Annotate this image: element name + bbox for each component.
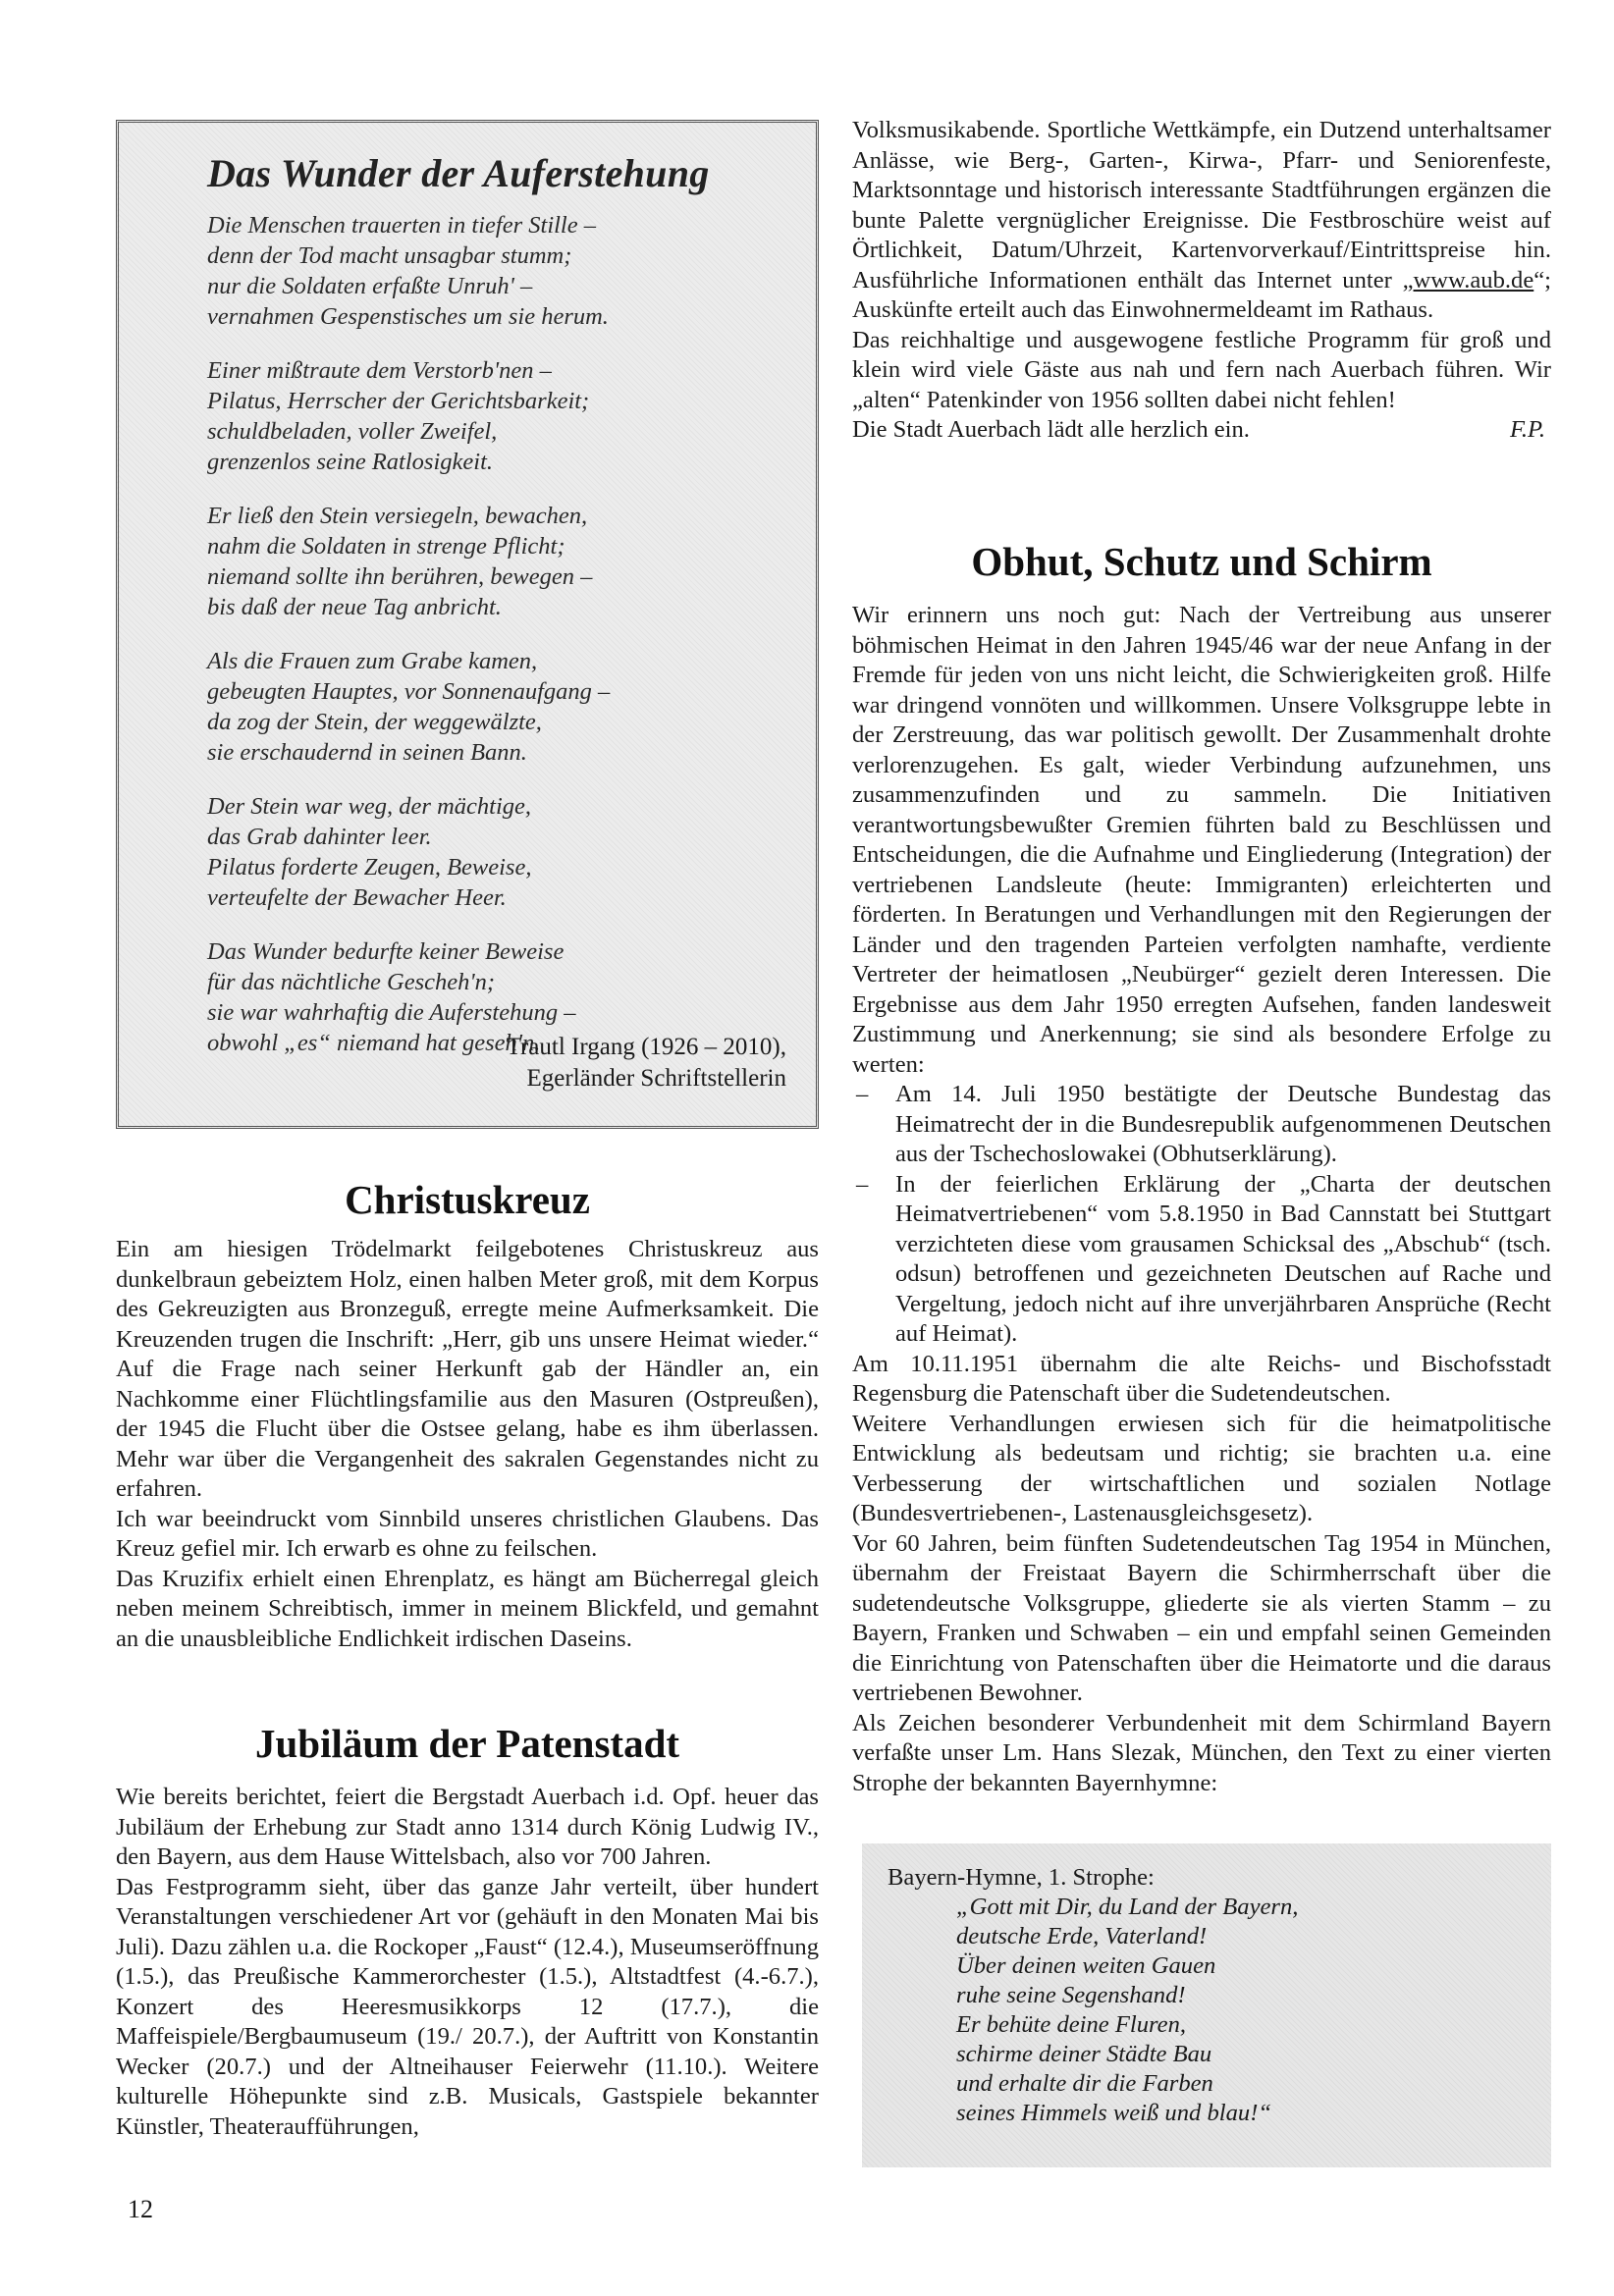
poem-stanza <box>207 791 786 913</box>
list-item-text: Am 14. Juli 1950 bestätigte der Deutsche Bundestag das Heimatrecht der in die Bundesrepublik aufgenommenen Deutschen aus der Tschechoslowakei (Obhutserklärung). <box>895 1081 1551 1167</box>
christuskreuz-paragraph: Ich war beeindruckt vom Sinnbild unseres christlichen Glaubens. Das Kreuz gefiel mir. Ich erwarb es ohne zu feilschen. <box>116 1505 819 1562</box>
jubilaeum-paragraph: Wie bereits berichtet, feiert die Bergstadt Auerbach i.d. Opf. heuer das Jubiläum der Erhebung zur Stadt anno 1314 durch König Ludwig IV., den Bayern, aus dem Hause Wittelsbach, also vor 700 Jahren. <box>116 1784 819 1870</box>
poem-line: niemand sollte ihn berühren, bewegen – <box>207 563 593 590</box>
poem-line: für das nächtliche Gescheh'n; <box>207 969 496 995</box>
poem-line: das Grab dahinter leer. <box>207 824 432 850</box>
page-number: 12 <box>128 2195 153 2223</box>
poem-line: Die Menschen trauerten in tiefer Stille – <box>207 212 596 239</box>
poem-line: Als die Frauen zum Grabe kamen, <box>207 648 538 674</box>
poem-line: Pilatus, Herrscher der Gerichtsbarkeit; <box>207 388 590 414</box>
poem-line: obwohl „es“ niemand hat geseh'n. <box>207 1030 541 1056</box>
christuskreuz-body <box>116 1235 819 1654</box>
hymn-line: ruhe seine Segenshand! <box>956 1982 1186 2008</box>
christuskreuz-paragraph: Das Kruzifix erhielt einen Ehrenplatz, es hängt am Bücherregal gleich neben meinem Schreibtisch, immer in meinem Blickfeld, und gemahnt an die unausbleibliche Endlichkeit irdischen Daseins. <box>116 1565 819 1652</box>
poem-line: bis daß der neue Tag anbricht. <box>207 594 502 620</box>
jubilaeum-continued-text-end: “; Auskünfte erteilt auch das Einwohnermeldeamt im Rathaus. <box>852 266 1551 323</box>
jubilaeum-continued-paragraph <box>852 116 1551 326</box>
obhut-intro: Wir erinnern uns noch gut: Nach der Vertreibung aus unserer böhmischen Heimat in den Jahren 1945/46 war der neue Anfang in der Fremde für jeden von uns nicht leicht, die Schwierigkeiten groß. Hilfe war dringend vonnöten und willkommen. Unsere Volksgruppe lebte in der Zerstreuung, das war politisch gewollt. Der Zusammenhalt drohte verlorenzugehen. Es galt, wieder Verbindung aufzunehmen, uns zusammenzufinden und zu sammeln. Die Initiativen verantwortungsbewußter Gremien führten bald zu Beschlüssen und Entscheidungen, die die Aufnahme und Eingliederung (Integration) der vertriebenen Landsleute (heute: Immigranten) erleichterten und förderten. In Beratungen und Verhandlungen mit den Regierungen der Länder und den tragenden Parteien verfolgten namhafte, verdiente Vertreter der heimatlosen „Neubürger“ gezielt deren Interessen. Die Ergebnisse aus dem Jahr 1950 erregten Aufsehen, fanden landesweit Zustimmung und Anerkennung; sie sind als besondere Erfolge zu werten: <box>852 602 1551 1078</box>
poem-line: Einer mißtraute dem Verstorb'nen – <box>207 357 552 384</box>
hymn-line: seines Himmels weiß und blau!“ <box>956 2100 1272 2126</box>
dash-marker: – <box>856 1170 869 1198</box>
christuskreuz-paragraph: Ein am hiesigen Trödelmarkt feilgebotenes Christuskreuz aus dunkelbraun gebeiztem Holz, einen halben Meter groß, mit dem Korpus des Gekreuzigten aus Bronzeguß, erregte meine Aufmerksamkeit. Die Kreuzenden trugen die Inschrift: „Herr, gib uns unsere Heimat wieder.“ Auf die Frage nach seiner Herkunft gab der Händler an, ein Nachkomme einer Flüchtlingsfamilie aus den Masuren (Ostpreußen), der 1945 die Flucht über die Ostsee gelang, habe es ihm überlassen. Mehr war über die Vergangenheit des sakralen Gegenstandes nicht zu erfahren. <box>116 1236 819 1502</box>
jubilaeum-closing: Die Stadt Auerbach lädt alle herzlich ein. <box>852 416 1250 443</box>
hymn-line: „Gott mit Dir, du Land der Bayern, <box>956 1894 1299 1920</box>
jubilaeum-paragraph: Das Festprogramm sieht, über das ganze Jahr verteilt, über hundert Veranstaltungen verschiedener Art vor (gehäuft in den Monaten Mai bis Juli). Dazu zählen u.a. die Rockoper „Faust“ (12.4.), Museumseröffnung (1.5.), das Preußische Kammerorchester (1.5.), Altstadtfest (4.-6.7.), Konzert des Heeresmusikkorps 12 (17.7.), die Maffeispiele/Bergbaumuseum (19./ 20.7.), der Auftritt von Konstantin Wecker (20.7.) und der Altneihauser Feierwehr (11.10.). Weitere kulturelle Höhepunkte sind z.B. Musicals, Gastspiele bekannter Künstler, Theateraufführungen, <box>116 1873 819 2140</box>
poem-line: Das Wunder bedurfte keiner Beweise <box>207 938 565 965</box>
jubilaeum-continuation <box>852 116 1551 446</box>
poem-stanza <box>207 501 786 622</box>
hymn-line: und erhalte dir die Farben <box>956 2070 1213 2097</box>
jubilaeum-body <box>116 1783 819 2142</box>
poem-stanza <box>207 355 786 477</box>
poem-line: sie erschaudernd in seinen Bann. <box>207 739 527 766</box>
poem-stanzas <box>207 210 786 1058</box>
poem-line: nahm die Soldaten in strenge Pflicht; <box>207 533 565 560</box>
hymn-heading: Bayern-Hymne, 1. Strophe: <box>888 1864 1155 1891</box>
obhut-paragraph: Weitere Verhandlungen erwiesen sich für die heimatpolitische Entwicklung als bedeutsam und richtig; sie brachten u.a. eine Verbesserung der wirtschaftlichen und sozialen Notlage (Bundesvertriebenen-, Lastenausgleichsgesetz). <box>852 1410 1551 1526</box>
jubilaeum-continued-text: Volksmusikabende. Sportliche Wettkämpfe, ein Dutzend unterhaltsamer Anlässe, wie Berg-, Garten-, Kirwa-, Pfarr- und Seniorenfeste, Marktsonntage und historisch interessante Stadtführungen ergänzen die bunte Palette vergnüglicher Ereignisse. Die Festbroschüre weist auf Örtlichkeit, Datum/Uhrzeit, Kartenvorverkauf/Eintrittspreise hin. Ausführliche Informationen enthält das Internet unter „ <box>852 117 1551 294</box>
website-link[interactable]: www.aub.de <box>1413 266 1534 294</box>
jubilaeum-paragraph-3: Das reichhaltige und ausgewogene festliche Programm für groß und klein wird viele Gäste aus nah und fern nach Auerbach führen. Wir „alten“ Patenkinder von 1956 sollten dabei nicht fehlen! <box>852 326 1551 413</box>
christuskreuz-title: Christuskreuz <box>345 1177 590 1222</box>
poem-author: Trautl Irgang (1926 – 2010), <box>506 1034 786 1060</box>
poem-line: gebeugten Hauptes, vor Sonnenaufgang – <box>207 678 611 705</box>
author-initials: F.P. <box>1509 416 1545 443</box>
obhut-paragraph: Als Zeichen besonderer Verbundenheit mit dem Schirmland Bayern verfaßte unser Lm. Hans Slezak, München, den Text zu einer vierten Strophe der bekannten Bayernhymne: <box>852 1709 1551 1796</box>
poem-author-role: Egerländer Schriftstellerin <box>526 1065 786 1092</box>
poem-line: sie war wahrhaftig die Auferstehung – <box>207 999 576 1026</box>
poem-line: vernahmen Gespenstisches um sie herum. <box>207 303 609 330</box>
obhut-body <box>852 601 1551 1798</box>
dash-marker: – <box>856 1081 869 1107</box>
obhut-list-item <box>852 1170 1551 1350</box>
poem-line: nur die Soldaten erfaßte Unruh' – <box>207 273 533 299</box>
obhut-list-item <box>852 1080 1551 1170</box>
hymn-line: schirme deiner Städte Bau <box>956 2041 1212 2067</box>
hymn-line: Über deinen weiten Gauen <box>956 1952 1216 1979</box>
obhut-paragraph: Am 10.11.1951 übernahm die alte Reichs- und Bischofsstadt Regensburg die Patenschaft über die Sudetendeutschen. <box>852 1350 1551 1407</box>
jubilaeum-title: Jubiläum der Patenstadt <box>254 1721 680 1766</box>
poem-signature <box>507 1032 786 1095</box>
poem-stanza <box>207 646 786 768</box>
hymn-line: Er behüte deine Fluren, <box>956 2011 1187 2038</box>
poem-title: Das Wunder der Auferstehung <box>207 151 710 195</box>
poem-line: denn der Tod macht unsagbar stumm; <box>207 242 572 269</box>
poem-line: da zog der Stein, der weggewälzte, <box>207 709 542 735</box>
hymn-box <box>862 1843 1551 2167</box>
poem-stanza <box>207 210 786 332</box>
hymn-lines <box>888 1893 1528 2128</box>
jubilaeum-closing-row <box>852 415 1551 446</box>
poem-line: schuldbeladen, voller Zweifel, <box>207 418 498 445</box>
poem-line: Er ließ den Stein versiegeln, bewachen, <box>207 503 588 529</box>
poem-box <box>116 120 819 1129</box>
poem-line: grenzenlos seine Ratlosigkeit. <box>207 449 493 475</box>
hymn-line: deutsche Erde, Vaterland! <box>956 1923 1208 1949</box>
poem-line: Der Stein war weg, der mächtige, <box>207 793 532 820</box>
poem-line: verteufelte der Bewacher Heer. <box>207 884 507 911</box>
obhut-paragraph: Vor 60 Jahren, beim fünften Sudetendeutschen Tag 1954 in München, übernahm der Freistaat Bayern die Schirmherrschaft über die sudetendeutsche Volksgruppe, gliederte sie als vierten Stamm – zu Bayern, Franken und Schwaben – ein und empfahl seinen Gemeinden die Einrichtung von Patenschaften über die Heimatorte und die daraus vertriebenen Bewohner. <box>852 1529 1551 1706</box>
poem-line: Pilatus forderte Zeugen, Beweise, <box>207 854 532 881</box>
list-item-text: In der feierlichen Erklärung der „Charta der deutschen Heimatvertriebenen“ vom 5.8.1950 in Bad Cannstatt bei Stuttgart verzichteten diese vom grausamen Schicksal des „Abschub“ (tsch. odsun) betroffenen und gezeichneten Deutschen auf Rache und Vergeltung, jedoch nicht auf ihre unverjährbaren Ansprüche (Recht auf Heimat). <box>895 1170 1551 1347</box>
obhut-title: Obhut, Schutz und Schirm <box>971 539 1432 584</box>
